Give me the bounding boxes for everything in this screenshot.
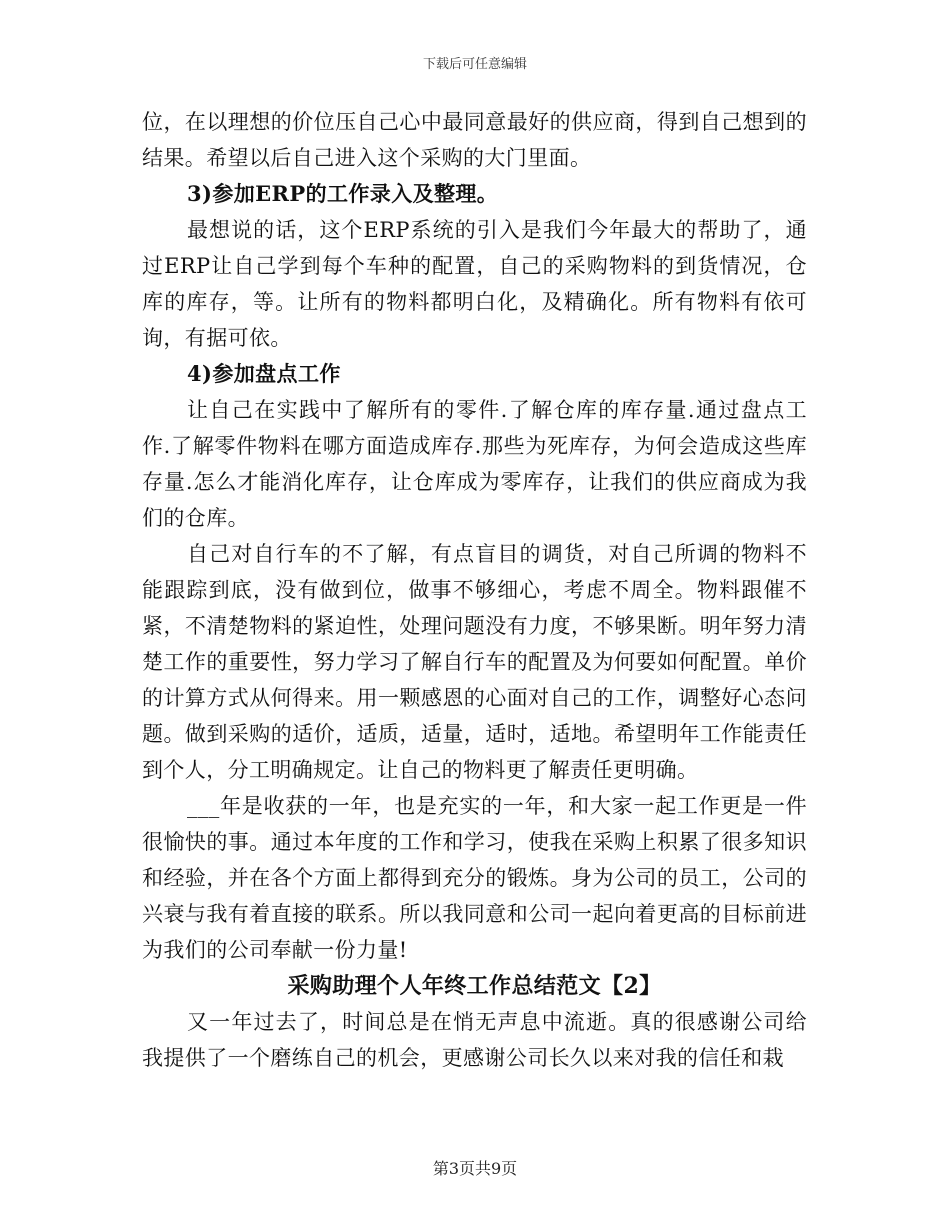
- article-title-2: 采购助理个人年终工作总结范文【2】: [287, 973, 662, 999]
- document-body: [142, 104, 807, 1076]
- paragraph-erp: 最想说的话，这个ERP系统的引入是我们今年最大的帮助了，通过ERP让自己学到每个车种的配置，自己的采购物料的到货情况，仓库的库存，等。让所有的物料都明白化，及精确化。所有物料有依可询，有据可依。: [142, 218, 807, 350]
- paragraph-shortcomings: 自己对自行车的不了解，有点盲目的调货，对自己所调的物料不能跟踪到底，没有做到位，做事不够细心，考虑不周全。物料跟催不紧，不清楚物料的紧迫性，处理问题没有力度，不够果断。明年努力清楚工作的重要性，努力学习了解自行车的配置及为何要如何配置。单价的计算方式从何得来。用一颗感恩的心面对自己的工作，调整好心态问题。做到采购的适价，适质，适量，适时，适地。希望明年工作能责任到个人，分工明确规定。让自己的物料更了解责任更明确。: [142, 542, 807, 782]
- paragraph-continuation: 位，在以理想的价位压自己心中最同意最好的供应商，得到自己想到的结果。希望以后自己进入这个采购的大门里面。: [142, 110, 807, 170]
- section-heading-erp: 3)参加ERP的工作录入及整理。: [187, 181, 499, 206]
- paragraph-conclusion: ___年是收获的一年，也是充实的一年，和大家一起工作更是一件很愉快的事。通过本年度的工作和学习，使我在采购上积累了很多知识和经验，并在各个方面上都得到充分的锻炼。身为公司的员工，公司的兴衰与我有着直接的联系。所以我同意和公司一起向着更高的目标前进为我们的公司奉献一份力量!: [142, 794, 807, 962]
- section-heading-inventory: 4)参加盘点工作: [187, 361, 341, 386]
- page-footer: 第3页共9页: [432, 1159, 518, 1178]
- page-header: 下载后可任意编辑: [422, 57, 527, 72]
- paragraph-intro-2: 又一年过去了，时间总是在悄无声息中流逝。真的很感谢公司给我提供了一个磨练自己的机会，更感谢公司长久以来对我的信任和栽: [142, 1010, 807, 1070]
- paragraph-inventory: 让自己在实践中了解所有的零件.了解仓库的库存量.通过盘点工作.了解零件物料在哪方面造成库存.那些为死库存，为何会造成这些库存量.怎么才能消化库存，让仓库成为零库存，让我们的供应商成为我们的仓库。: [142, 398, 807, 530]
